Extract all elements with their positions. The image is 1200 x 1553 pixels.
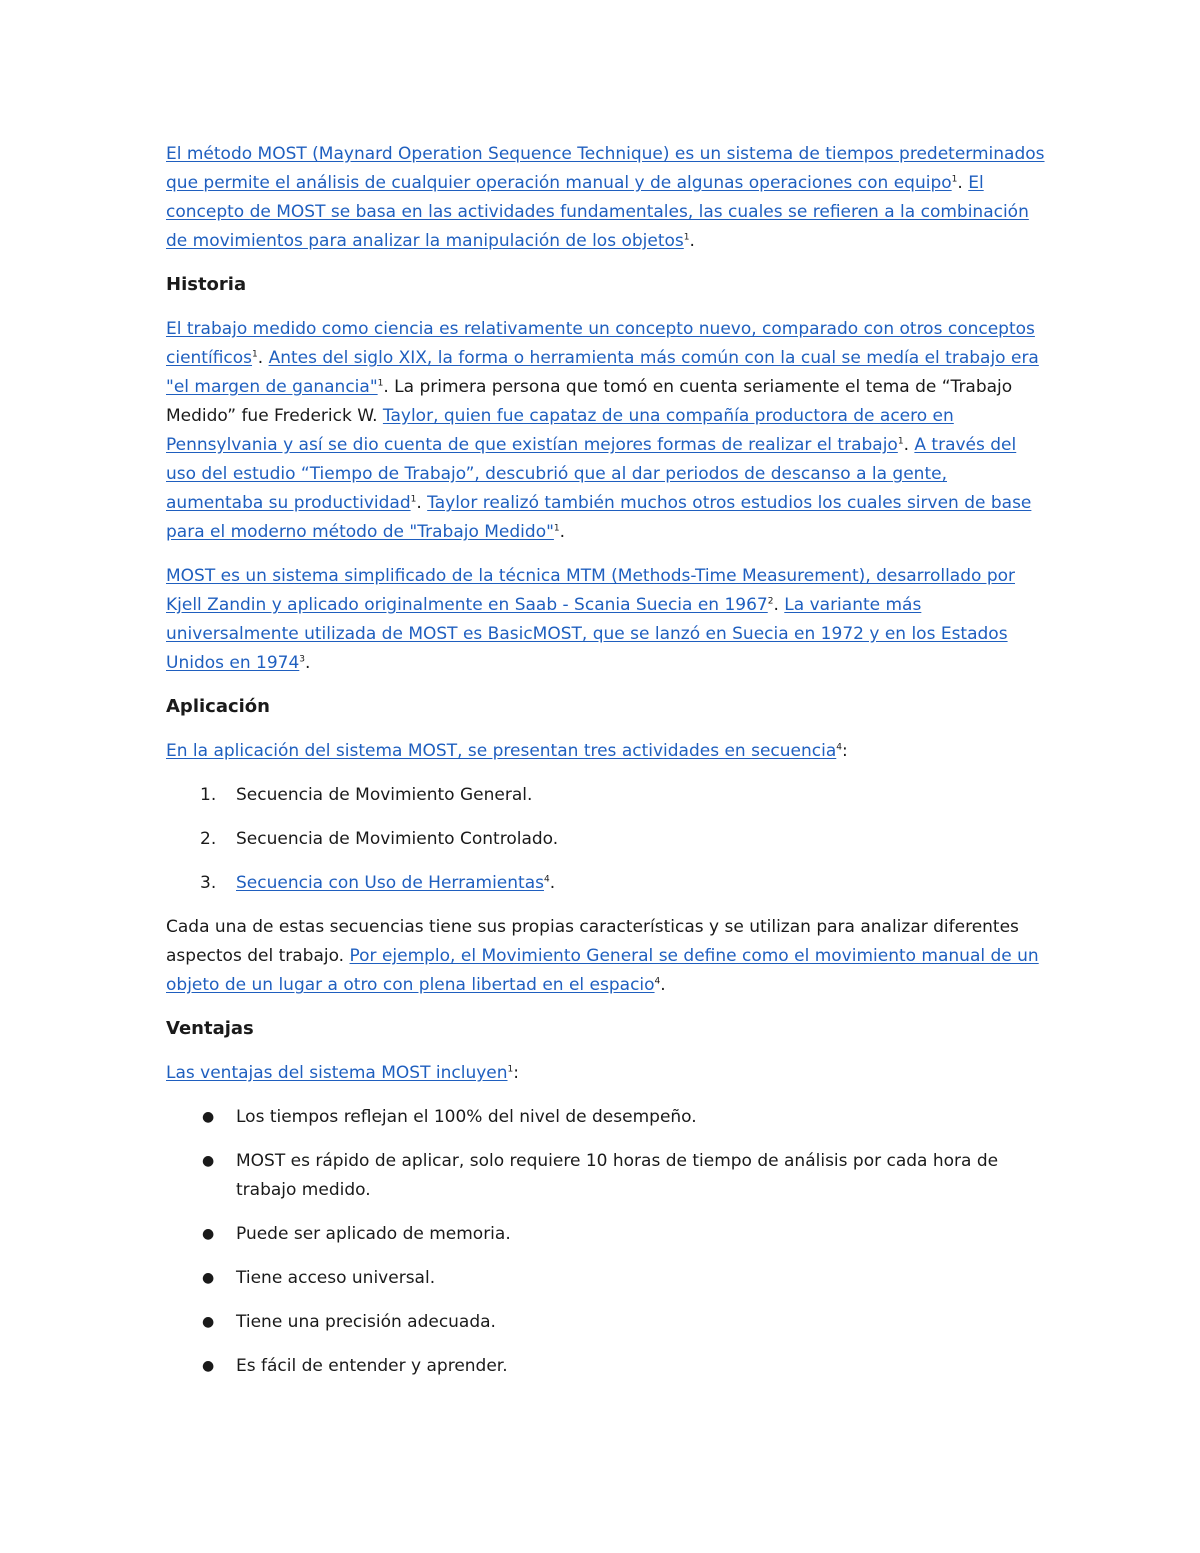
intro-link-2[interactable]: El concepto de MOST se basa en las actividades fundamentales, las cuales se refieren a la combinación de movimientos para analizar la manipulación de los objetos	[166, 173, 1029, 251]
punctuation: .	[773, 595, 785, 615]
footnote-ref[interactable]: 1	[507, 1064, 514, 1075]
punctuation: .	[689, 231, 695, 251]
historia-paragraph-1	[166, 315, 1046, 547]
ventajas-intro	[166, 1059, 1046, 1088]
historia-link-3[interactable]: Taylor, quien fue capataz de una compañía productora de acero en Pennsylvania y así se dio cuenta de que existían mejores formas de realizar el trabajo	[166, 406, 954, 455]
list-item-text: Secuencia de Movimiento Controlado.	[236, 829, 559, 849]
footnote-ref[interactable]: 1	[897, 436, 904, 447]
bullet-icon: ●	[202, 1109, 215, 1125]
aplicacion-intro	[166, 737, 1046, 766]
punctuation: .	[559, 522, 566, 542]
footnote-ref[interactable]: 4	[654, 976, 661, 987]
list-number: 2.	[200, 829, 217, 849]
footnote-ref[interactable]: 4	[836, 742, 843, 753]
list-item-text: Tiene una precisión adecuada.	[236, 1312, 496, 1332]
aplicacion-paragraph	[166, 913, 1046, 1000]
punctuation: .	[305, 653, 311, 673]
footnote-ref[interactable]: 1	[410, 494, 417, 505]
document-page	[166, 140, 1046, 1396]
footnote-ref[interactable]: 4	[543, 874, 550, 885]
bullet-icon: ●	[202, 1314, 215, 1330]
list-item	[166, 1220, 1046, 1249]
historia-p2-link-1[interactable]: MOST es un sistema simplificado de la técnica MTM (Methods-Time Measurement), desarrollado por Kjell Zandin y aplicado originalmente en Saab - Scania Suecia en 1967	[166, 566, 1015, 615]
footnote-ref[interactable]: 2	[767, 596, 774, 607]
ventajas-intro-link[interactable]: Las ventajas del sistema MOST incluyen	[166, 1063, 508, 1083]
list-item-text: MOST es rápido de aplicar, solo requiere 10 horas de tiempo de análisis por cada hora de trabajo medido.	[236, 1151, 999, 1200]
list-item	[166, 1147, 1046, 1205]
intro-paragraph	[166, 140, 1046, 256]
footnote-ref[interactable]: 3	[299, 654, 306, 665]
numbered-list	[166, 781, 1046, 898]
punctuation: :	[842, 741, 848, 761]
footnote-ref[interactable]: 1	[252, 349, 258, 360]
punctuation: .	[549, 873, 556, 893]
historia-text-1: . La primera persona que tomó en cuenta seriamente el tema de “Trabajo Medido” fue Frederick W.	[166, 377, 1013, 426]
list-item	[166, 869, 1046, 898]
footnote-ref[interactable]: 1	[683, 232, 690, 243]
list-item-link[interactable]: Secuencia con Uso de Herramientas	[236, 873, 544, 893]
footnote-ref[interactable]: 1	[553, 523, 560, 534]
punctuation: :	[513, 1063, 519, 1083]
historia-link-2[interactable]: Antes del siglo XIX, la forma o herramienta más común con la cual se medía el trabajo era "el margen de ganancia"	[166, 348, 1039, 397]
aplicacion-intro-link[interactable]: En la aplicación del sistema MOST, se presentan tres actividades en secuencia	[166, 741, 837, 761]
list-item	[166, 1308, 1046, 1337]
heading-historia: Historia	[166, 274, 247, 295]
list-item-text: Es fácil de entender y aprender.	[236, 1356, 508, 1376]
punctuation: .	[957, 173, 969, 193]
list-item	[166, 1103, 1046, 1132]
historia-link-5[interactable]: Taylor realizó también muchos otros estudios los cuales sirven de base para el moderno método de "Trabajo Medido"	[166, 493, 1032, 542]
historia-p2-link-2[interactable]: La variante más universalmente utilizada de MOST es BasicMOST, que se lanzó en Suecia en 1972 y en los Estados Unidos en 1974	[166, 595, 1008, 673]
bullet-icon: ●	[202, 1226, 215, 1242]
heading-ventajas: Ventajas	[166, 1018, 254, 1039]
footnote-ref[interactable]: 1	[951, 174, 958, 185]
bullet-list	[166, 1103, 1046, 1381]
list-item	[166, 1264, 1046, 1293]
bullet-icon: ●	[202, 1153, 215, 1169]
list-item	[166, 825, 1046, 854]
punctuation: .	[416, 493, 428, 513]
bullet-icon: ●	[202, 1358, 215, 1374]
bullet-icon: ●	[202, 1270, 215, 1286]
heading-aplicacion: Aplicación	[166, 696, 270, 717]
intro-link-1[interactable]: El método MOST (Maynard Operation Sequence Technique) es un sistema de tiempos predeterminados que permite el análisis de cualquier operación manual y de algunas operaciones con equipo	[166, 144, 1045, 193]
historia-paragraph-2	[166, 562, 1046, 678]
footnote-ref[interactable]: 1	[377, 378, 384, 389]
punctuation: .	[903, 435, 915, 455]
list-item-text: Puede ser aplicado de memoria.	[236, 1224, 511, 1244]
list-number: 3.	[200, 873, 217, 893]
aplicacion-link[interactable]: Por ejemplo, el Movimiento General se define como el movimiento manual de un objeto de un lugar a otro con plena libertad en el espacio	[166, 946, 1039, 995]
list-item-text: Los tiempos reflejan el 100% del nivel de desempeño.	[236, 1107, 697, 1127]
punctuation: .	[660, 975, 666, 995]
historia-link-4[interactable]: A través del uso del estudio “Tiempo de Trabajo”, descubrió que al dar periodos de descanso a la gente, aumentaba su productividad	[166, 435, 1017, 513]
aplicacion-text: Cada una de estas secuencias tiene sus propias características y se utilizan para analizar diferentes aspectos del trabajo.	[166, 917, 1019, 966]
punctuation: .	[257, 348, 269, 368]
list-item-text: Tiene acceso universal.	[236, 1268, 436, 1288]
list-item	[166, 1352, 1046, 1381]
historia-link-1[interactable]: El trabajo medido como ciencia es relativamente un concepto nuevo, comparado con otros conceptos científicos	[166, 319, 1035, 368]
list-number: 1.	[200, 785, 217, 805]
list-item	[166, 781, 1046, 810]
list-item-text: Secuencia de Movimiento General.	[236, 785, 533, 805]
